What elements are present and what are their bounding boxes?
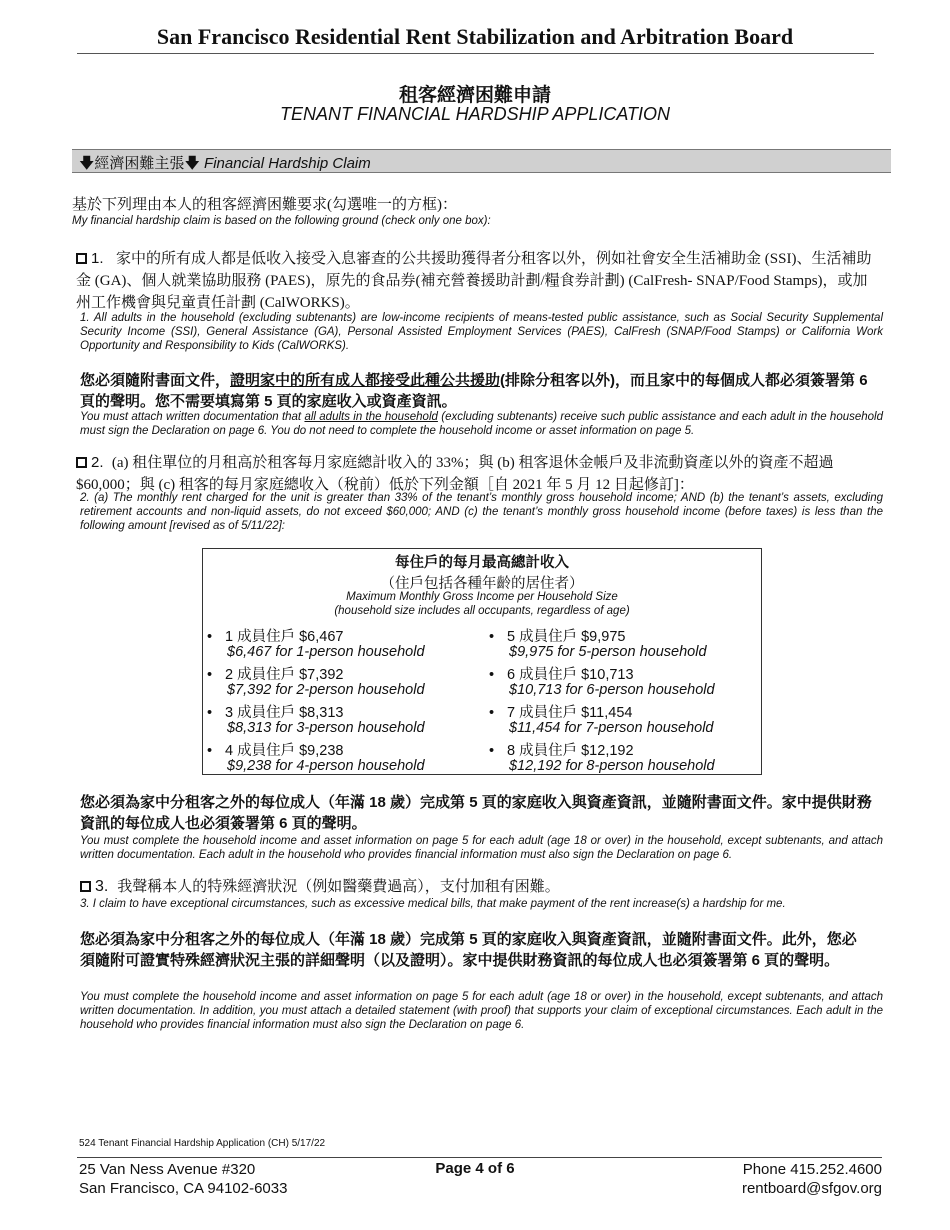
option-1-checkbox[interactable]	[76, 253, 87, 264]
footer-divider	[77, 1157, 882, 1158]
option-1-number: 1.	[91, 250, 104, 267]
notice-part: (排除分租客以外)，而且家中的每個成人都必須簽署第 6 頁的聲明。您不需要填寫第 5 頁的家庭收入或資產資訊。	[80, 372, 868, 410]
notice-underlined: 證明家中的所有成人都接受此種公共援助	[230, 372, 501, 389]
income-row-en: $12,192 for 8-person household	[509, 758, 715, 774]
notice-part: 您必須隨附書面文件，	[80, 372, 231, 389]
option-3-text-zh: 我聲稱本人的特殊經濟狀況（例如醫藥費過高），支付加租有困難。	[117, 879, 560, 895]
down-arrow-icon: 🡇	[79, 155, 95, 172]
form-code: 524 Tenant Financial Hardship Application (CH) 5/17/22	[79, 1138, 326, 1149]
income-row-zh: 5 成員住戶 $9,975	[507, 629, 626, 645]
footer-contact	[742, 1160, 882, 1198]
option-3-checkbox[interactable]	[80, 881, 91, 892]
income-row-zh: 2 成員住戶 $7,392	[225, 667, 344, 683]
option-2-text-zh: (a) 租住單位的月租高於租客每月家庭總計收入的 33%；與 (b) 租客退休金帳戶及非流動資產以外的資產不超過 $60,000；與 (c) 租客的每月家庭總收入（稅前）低於下列金額［自 2021 年 5 月 12 日起修訂]：	[76, 455, 834, 493]
option-3-notice-zh: 您必須為家中分租客之外的每位成人（年滿 18 歲）完成第 5 頁的家庭收入與資產資訊，並隨附書面文件。此外，您必須隨附可證實特殊經濟狀況主張的詳細聲明（以及證明）。家中提供財務資訊的每位成人也必須簽署第 6 頁的聲明。	[80, 931, 857, 969]
income-row-en: $6,467 for 1-person household	[227, 644, 425, 660]
income-row-en: $9,238 for 4-person household	[227, 758, 425, 774]
table-subtitle-en-line: (household size includes all occupants, regardless of age)	[334, 605, 630, 617]
option-1	[76, 248, 881, 314]
notice-underlined: all adults in the household	[304, 411, 438, 423]
table-title-en	[203, 590, 761, 618]
income-row-en: $9,975 for 5-person household	[509, 644, 707, 660]
option-1-text-en: 1. All adults in the household (excluding subtenants) are low-income recipients of means-tested public assistance, such as Social Security Supplemental Security Income (SSI), General Assistance (GA), Personal Assisted Employment Services (PAES), CalFresh (SNAP/Food Stamps) or California Work Opportunity and Responsibility to Kids (CalWORKS).	[80, 312, 883, 352]
document-title-zh: 租客經濟困難申請	[398, 85, 551, 106]
income-row-zh: 1 成員住戶 $6,467	[225, 629, 344, 645]
section-title-en: Financial Hardship Claim	[204, 155, 371, 172]
intro-zh: 基於下列理由本人的租客經濟困難要求(勾選唯一的方框)：	[72, 197, 457, 213]
page-number: Page 4 of 6	[435, 1160, 515, 1177]
income-limits-table: 每住戶的每月最高總計收入 （住戶包括各種年齡的居住者） Maximum Monthly Gross Income per Household Size (household size includes all occupants, regardless of age) • 1 成員住戶 $6,467 $6,467 for 1-person household • 2 成員住戶 $7,392 $7,392 for 2-person household • 3 成員住戶 $8,313 $8,313 for 3-person household • 4 成員住戶 $9,238 $9,238 for 4-person household • 5 成員住戶 $9,975 $9,975 for 5-person household • 6 成員住戶 $10,713 $10,713 for 6-person household • 7 成員住戶 $11,454 $11,454 for 7-person household • 8 成員住戶 $12,192 $12,192 for 8-person household	[202, 548, 762, 775]
notice-part: You must attach written documentation that	[80, 411, 305, 423]
phone-number: Phone 415.252.4600	[742, 1161, 882, 1178]
intro-en: My financial hardship claim is based on the following ground (check only one box):	[72, 215, 491, 227]
income-row-zh: 3 成員住戶 $8,313	[225, 705, 344, 721]
address-line-1: 25 Van Ness Avenue #320	[79, 1161, 256, 1178]
document-title-en: TENANT FINANCIAL HARDSHIP APPLICATION	[279, 104, 671, 124]
option-2-checkbox[interactable]	[76, 457, 87, 468]
option-3	[80, 875, 883, 896]
email-address[interactable]: rentboard@sfgov.org	[741, 1180, 882, 1197]
income-row-en: $11,454 for 7-person household	[509, 720, 714, 736]
header-divider	[77, 53, 874, 54]
board-title: San Francisco Residential Rent Stabilization and Arbitration Board	[156, 24, 794, 49]
income-row-en: $10,713 for 6-person household	[509, 682, 715, 698]
option-2-notice-en: You must complete the household income and asset information on page 5 for each adult (age 18 or over) in the household, except subtenants, and attach written documentation. Each adult in the household who provides financial information must also sign the Declaration on page 6.	[80, 835, 883, 861]
income-row-zh: 6 成員住戶 $10,713	[507, 667, 634, 683]
section-title-zh: 經濟困難主張	[94, 155, 185, 172]
section-bar	[72, 149, 891, 173]
option-3-number: 3.	[95, 878, 109, 895]
option-1-notice-en	[80, 410, 883, 438]
income-row-en: $7,392 for 2-person household	[227, 682, 425, 698]
income-row-zh: 8 成員住戶 $12,192	[507, 743, 634, 759]
table-subtitle-zh: （住戶包括各種年齡的居住者）	[380, 576, 584, 592]
option-2	[76, 452, 884, 496]
option-1-text-zh: 家中的所有成人都是低收入接受入息審查的公共援助獲得者分租客以外，例如社會安全生活補助金 (SSI)、生活補助金 (GA)、個人就業協助服務 (PAES)，原先的食品券(補充營養援助計劃/糧食券計劃) (CalFresh- SNAP/Food Stamps)，或加州工作機會與兒童責任計劃 (CalWORKS)。	[76, 251, 872, 311]
option-2-number: 2.	[91, 454, 104, 471]
address-line-2: San Francisco, CA 94102-6033	[79, 1180, 288, 1197]
income-row-zh: 4 成員住戶 $9,238	[225, 743, 344, 759]
income-row-en: $8,313 for 3-person household	[227, 720, 425, 736]
option-3-notice-en: You must complete the household income and asset information on page 5 for each adult (age 18 or over) in the household, except subtenants, and attach written documentation. In addition, you must attach a detailed statement (with proof) that supports your claim of exceptional circumstances. Each adult in the household who provides financial information must also sign the Declaration on page 6.	[80, 991, 883, 1031]
option-1-notice-zh	[80, 370, 883, 412]
option-2-notice-zh: 您必須為家中分租客之外的每位成人（年滿 18 歲）完成第 5 頁的家庭收入與資產資訊，並隨附書面文件。家中提供財務資訊的每位成人也必須簽署第 6 頁的聲明。	[80, 794, 872, 832]
table-title-en-line: Maximum Monthly Gross Income per Household Size	[346, 591, 618, 603]
table-title-zh: 每住戶的每月最高總計收入	[395, 555, 569, 571]
income-row-zh: 7 成員住戶 $11,454	[507, 705, 633, 721]
down-arrow-icon: 🡇	[184, 155, 200, 172]
notice-part: (excluding subtenants) receive such public assistance and each adult in the household must sign the Declaration on page 6. You do not need to complete the household income or asset information on page 5.	[80, 411, 883, 437]
option-3-text-en: 3. I claim to have exceptional circumstances, such as excessive medical bills, that make payment of the rent increase(s) a hardship for me.	[80, 898, 786, 910]
option-2-text-en: 2. (a) The monthly rent charged for the unit is greater than 33% of the tenant’s monthly gross household income; AND (b) the tenant’s assets, excluding retirement accounts and non-liquid assets, do not exceed $60,000; AND (c) the tenant’s monthly gross household income (before taxes) is less than the following amount [revised as of 5/11/22]:	[80, 492, 883, 532]
